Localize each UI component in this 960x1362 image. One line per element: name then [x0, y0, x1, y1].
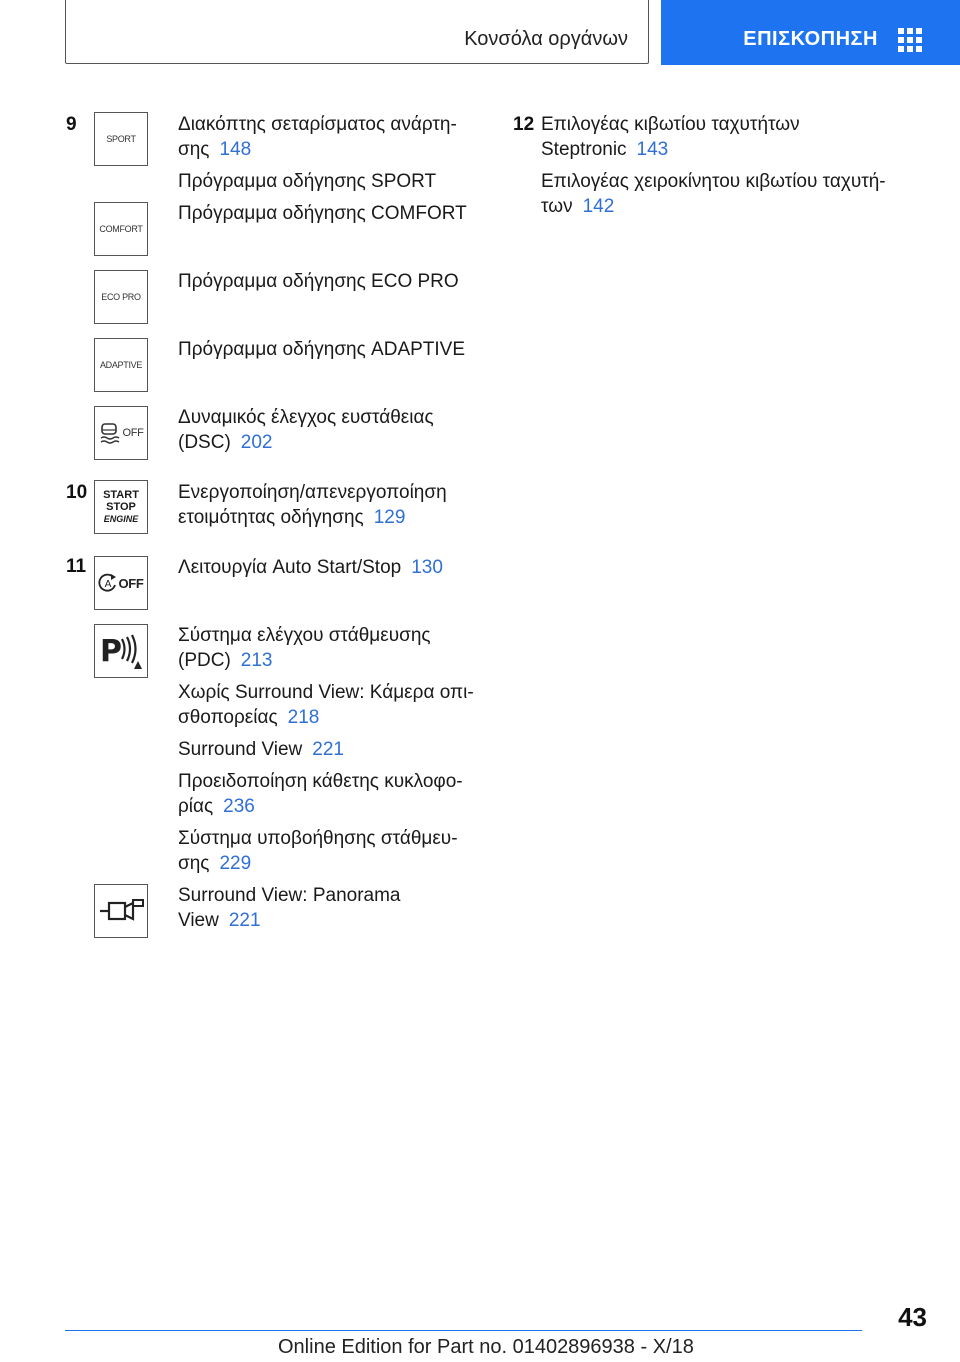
page-ref-link[interactable]: 148 — [219, 139, 252, 160]
item9-sport-program: Πρόγραμμα οδήγησης SPORT — [178, 171, 437, 192]
page-ref-link[interactable]: 236 — [223, 796, 255, 817]
svg-text:P: P — [100, 634, 122, 669]
item9-adaptive-program: Πρόγραμμα οδήγησης ADAPTIVE — [178, 339, 466, 360]
item-number-10: 10 — [66, 482, 88, 503]
item9-comfort-program: Πρόγραμμα οδήγησης COMFORT — [178, 203, 467, 224]
footer-divider — [65, 1330, 862, 1331]
header-chapter-tab[interactable] — [661, 0, 960, 65]
dsc-off-button-icon — [94, 406, 148, 460]
item11-panorama-view: Surround View: Panorama View 221 — [178, 885, 401, 931]
page-ref-link[interactable]: 142 — [582, 196, 615, 217]
header-section-title: Κονσόλα οργάνων — [464, 28, 628, 50]
start-stop-engine-icon: START STOP ENGINE — [94, 480, 148, 534]
adaptive-button-icon — [94, 338, 148, 392]
page-ref-link[interactable]: 130 — [411, 557, 443, 578]
item9-ecopro-program: Πρόγραμμα οδήγησης ECO PRO — [178, 271, 459, 292]
sport-button-icon — [94, 112, 148, 166]
panorama-camera-icon — [97, 893, 145, 929]
page-ref-link[interactable]: 221 — [228, 910, 261, 931]
page-number: 43 — [898, 1302, 927, 1332]
page-ref-link[interactable]: 143 — [636, 139, 669, 160]
page-ref-link[interactable]: 129 — [373, 507, 406, 528]
adaptive-icon-label: ADAPTIVE — [99, 360, 143, 370]
item11-rear-camera: Χωρίς Surround View: Κάμερα οπι-σθοπορείας 218 — [178, 682, 474, 728]
page-ref-link[interactable]: 221 — [312, 739, 344, 760]
svg-text:A: A — [105, 579, 112, 590]
item9-dsc: Δυναμικός έλεγχος ευστάθειας (DSC) 202 — [178, 407, 434, 453]
auto-start-stop-symbol-icon — [98, 573, 118, 593]
page-ref-link[interactable]: 229 — [219, 853, 252, 874]
footer-edition: Online Edition for Part no. 01402896938 - X/18 — [278, 1336, 694, 1358]
panorama-view-button-icon — [94, 884, 148, 938]
item-number-12: 12 — [513, 114, 535, 135]
item12-steptronic-selector: Επιλογέας κιβωτίου ταχυτήτων Steptronic 143 — [541, 114, 800, 160]
sport-icon-label: SPORT — [106, 134, 136, 144]
item11-cross-traffic-warning: Προειδοποίηση κάθετης κυκλοφο-ρίας 236 — [178, 771, 463, 817]
page-ref-link[interactable]: 213 — [240, 650, 273, 671]
item11-surround-view: Surround View 221 — [178, 739, 344, 760]
item12-manual-gearbox-selector: Επιλογέας χειροκίνητου κιβωτίου ταχυτή-των 142 — [541, 171, 886, 217]
auto-start-stop-off-icon — [94, 556, 148, 610]
page-ref-link[interactable]: 202 — [240, 432, 273, 453]
pdc-button-icon — [94, 624, 148, 678]
item10-drive-readiness: Ενεργοποίηση/απενεργοποίηση ετοιμότητας οδήγησης 129 — [178, 482, 447, 528]
header-chapter-label: ΕΠΙΣΚΟΠΗΣΗ — [743, 28, 878, 50]
auto-start-stop-icon-label: OFF — [118, 575, 144, 591]
item11-pdc: Σύστημα ελέγχου στάθμευσης (PDC) 213 — [178, 625, 431, 671]
item-number-9: 9 — [66, 114, 77, 135]
parking-sensor-icon — [98, 631, 144, 671]
item-number-11: 11 — [66, 556, 87, 577]
skidding-car-icon — [98, 421, 120, 445]
header-section-box — [65, 0, 649, 64]
ecopro-icon-label: ECO PRO — [101, 292, 141, 302]
comfort-button-icon — [94, 202, 148, 256]
dsc-icon-label: OFF — [122, 427, 144, 439]
item11-parking-assistant: Σύστημα υποβοήθησης στάθμευ-σης 229 — [178, 828, 458, 874]
ecopro-button-icon — [94, 270, 148, 324]
comfort-icon-label: COMFORT — [99, 224, 143, 234]
grid-menu-icon[interactable] — [898, 28, 922, 52]
page-ref-link[interactable]: 218 — [287, 707, 320, 728]
item11-auto-start-stop: Λειτουργία Auto Start/Stop 130 — [178, 557, 443, 578]
item9-suspension-switch: Διακόπτης σεταρίσματος ανάρτη-σης 148 — [178, 114, 457, 160]
